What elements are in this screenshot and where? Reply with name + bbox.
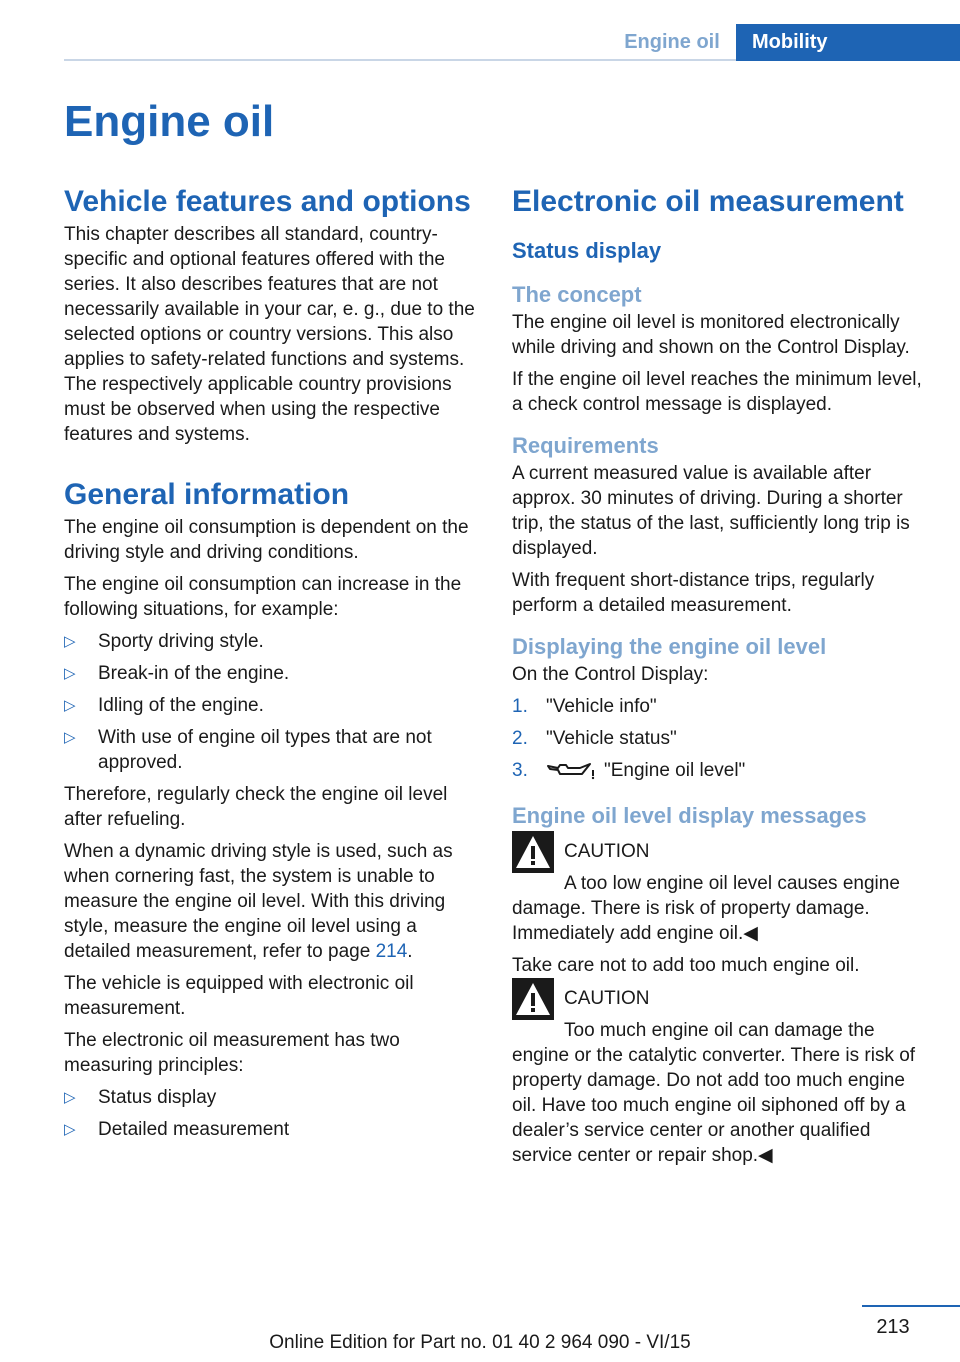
list-item: 3. "Engine oil level" (512, 758, 926, 787)
heading-the-concept: The concept (512, 282, 642, 307)
section-tab[interactable]: Engine oil (624, 30, 720, 53)
messages-paragraph: Take care not to add too much engine oil. (512, 955, 860, 976)
right-column (512, 182, 926, 1175)
general-paragraph-6: The electronic oil measurement has two measuring principles: (64, 1030, 400, 1076)
heading-vehicle-features: Vehicle features and options (64, 185, 471, 218)
general-paragraph-5: The vehicle is equipped with electronic oil measurement. (64, 973, 414, 1019)
vehicle-features-text: This chapter describes all standard, country-specific and optional features offered with the series. It also describes features that are not necessarily available in your car, e. g., due to the selected options or country versions. This also applies to safety-related functions and systems. The respectively applicable country provisions must be observed when using the respective features and systems. (64, 224, 475, 445)
triangle-bullet-icon: ▷ (64, 1121, 76, 1138)
list-item: 1. "Vehicle info" (512, 696, 657, 717)
general-paragraph-4: When a dynamic driving style is used, such as when cornering fast, the system is unable to measure the engine oil level. With this driving style, measure the engine oil level using a detailed measurement, refer to page 214. (64, 841, 453, 962)
edition-note: Online Edition for Part no. 01 40 2 964 090 - VI/15 (269, 1332, 691, 1353)
caution-block-low-oil (512, 839, 926, 946)
triangle-bullet-icon: ▷ (64, 729, 76, 746)
page-title: Engine oil (64, 97, 275, 146)
list-item: ▷ Break-in of the engine. (64, 663, 290, 684)
caution-block-too-much-oil (512, 986, 926, 1168)
requirements-paragraph-2: With frequent short-distance trips, regularly perform a detailed measurement. (512, 570, 875, 616)
heading-general-information: General information (64, 478, 350, 511)
list-item: 2. "Vehicle status" (512, 728, 677, 749)
footer-rule (862, 1305, 960, 1307)
caution-label: CAUTION (564, 841, 650, 862)
list-item: ▷ Sporty driving style. (64, 631, 264, 652)
warning-triangle-icon (512, 831, 554, 873)
measuring-principles-list (64, 1085, 478, 1142)
list-item: ▷ Status display (64, 1087, 217, 1108)
triangle-bullet-icon: ▷ (64, 665, 76, 682)
left-column (64, 182, 478, 1149)
concept-paragraph-1: The engine oil level is monitored electronically while driving and shown on the Control Display. (512, 312, 910, 358)
list-item: ▷ Idling of the engine. (64, 695, 264, 716)
caution-label: CAUTION (564, 988, 650, 1009)
list-item: ▷ With use of engine oil types that are not approved. (64, 727, 432, 773)
warning-triangle-icon (512, 978, 554, 1020)
page-link-214[interactable]: 214 (375, 941, 408, 962)
displaying-paragraph-1: On the Control Display: (512, 664, 709, 685)
triangle-bullet-icon: ▷ (64, 1089, 76, 1106)
consumption-situations-list (64, 629, 478, 775)
display-steps-list (512, 694, 926, 787)
requirements-paragraph-1: A current measured value is available after approx. 30 minutes of driving. During a shorter trip, the status of the last, sufficiently long trip is displayed. (512, 463, 910, 559)
caution-text: A too low engine oil level causes engine damage. There is risk of property damage. Immediately add engine oil.◀ (512, 873, 900, 944)
oil-can-icon (546, 760, 596, 787)
heading-electronic-oil-measurement: Electronic oil measurement (512, 185, 904, 218)
list-item: ▷ Detailed measurement (64, 1119, 290, 1140)
triangle-bullet-icon: ▷ (64, 697, 76, 714)
heading-display-messages: Engine oil level display messages (512, 803, 867, 828)
general-paragraph-3: Therefore, regularly check the engine oil level after refueling. (64, 784, 448, 830)
concept-paragraph-2: If the engine oil level reaches the minimum level, a check control message is displayed. (512, 369, 922, 415)
page-number: 213 (876, 1316, 910, 1338)
heading-status-display: Status display (512, 238, 662, 263)
chapter-tab[interactable]: Mobility (736, 24, 960, 61)
heading-requirements: Requirements (512, 433, 659, 458)
general-paragraph-1: The engine oil consumption is dependent on the driving style and driving conditions. (64, 517, 469, 563)
heading-displaying-oil-level: Displaying the engine oil level (512, 634, 827, 659)
caution-text: Too much engine oil can damage the engine or the catalytic converter. There is risk of property damage. Do not add too much engine oil. Have too much engine oil siphoned off by a dealer’s service center or another qualified service center or repair shop.◀ (512, 1020, 916, 1166)
general-paragraph-2: The engine oil consumption can increase in the following situations, for example: (64, 574, 462, 620)
triangle-bullet-icon: ▷ (64, 633, 76, 650)
